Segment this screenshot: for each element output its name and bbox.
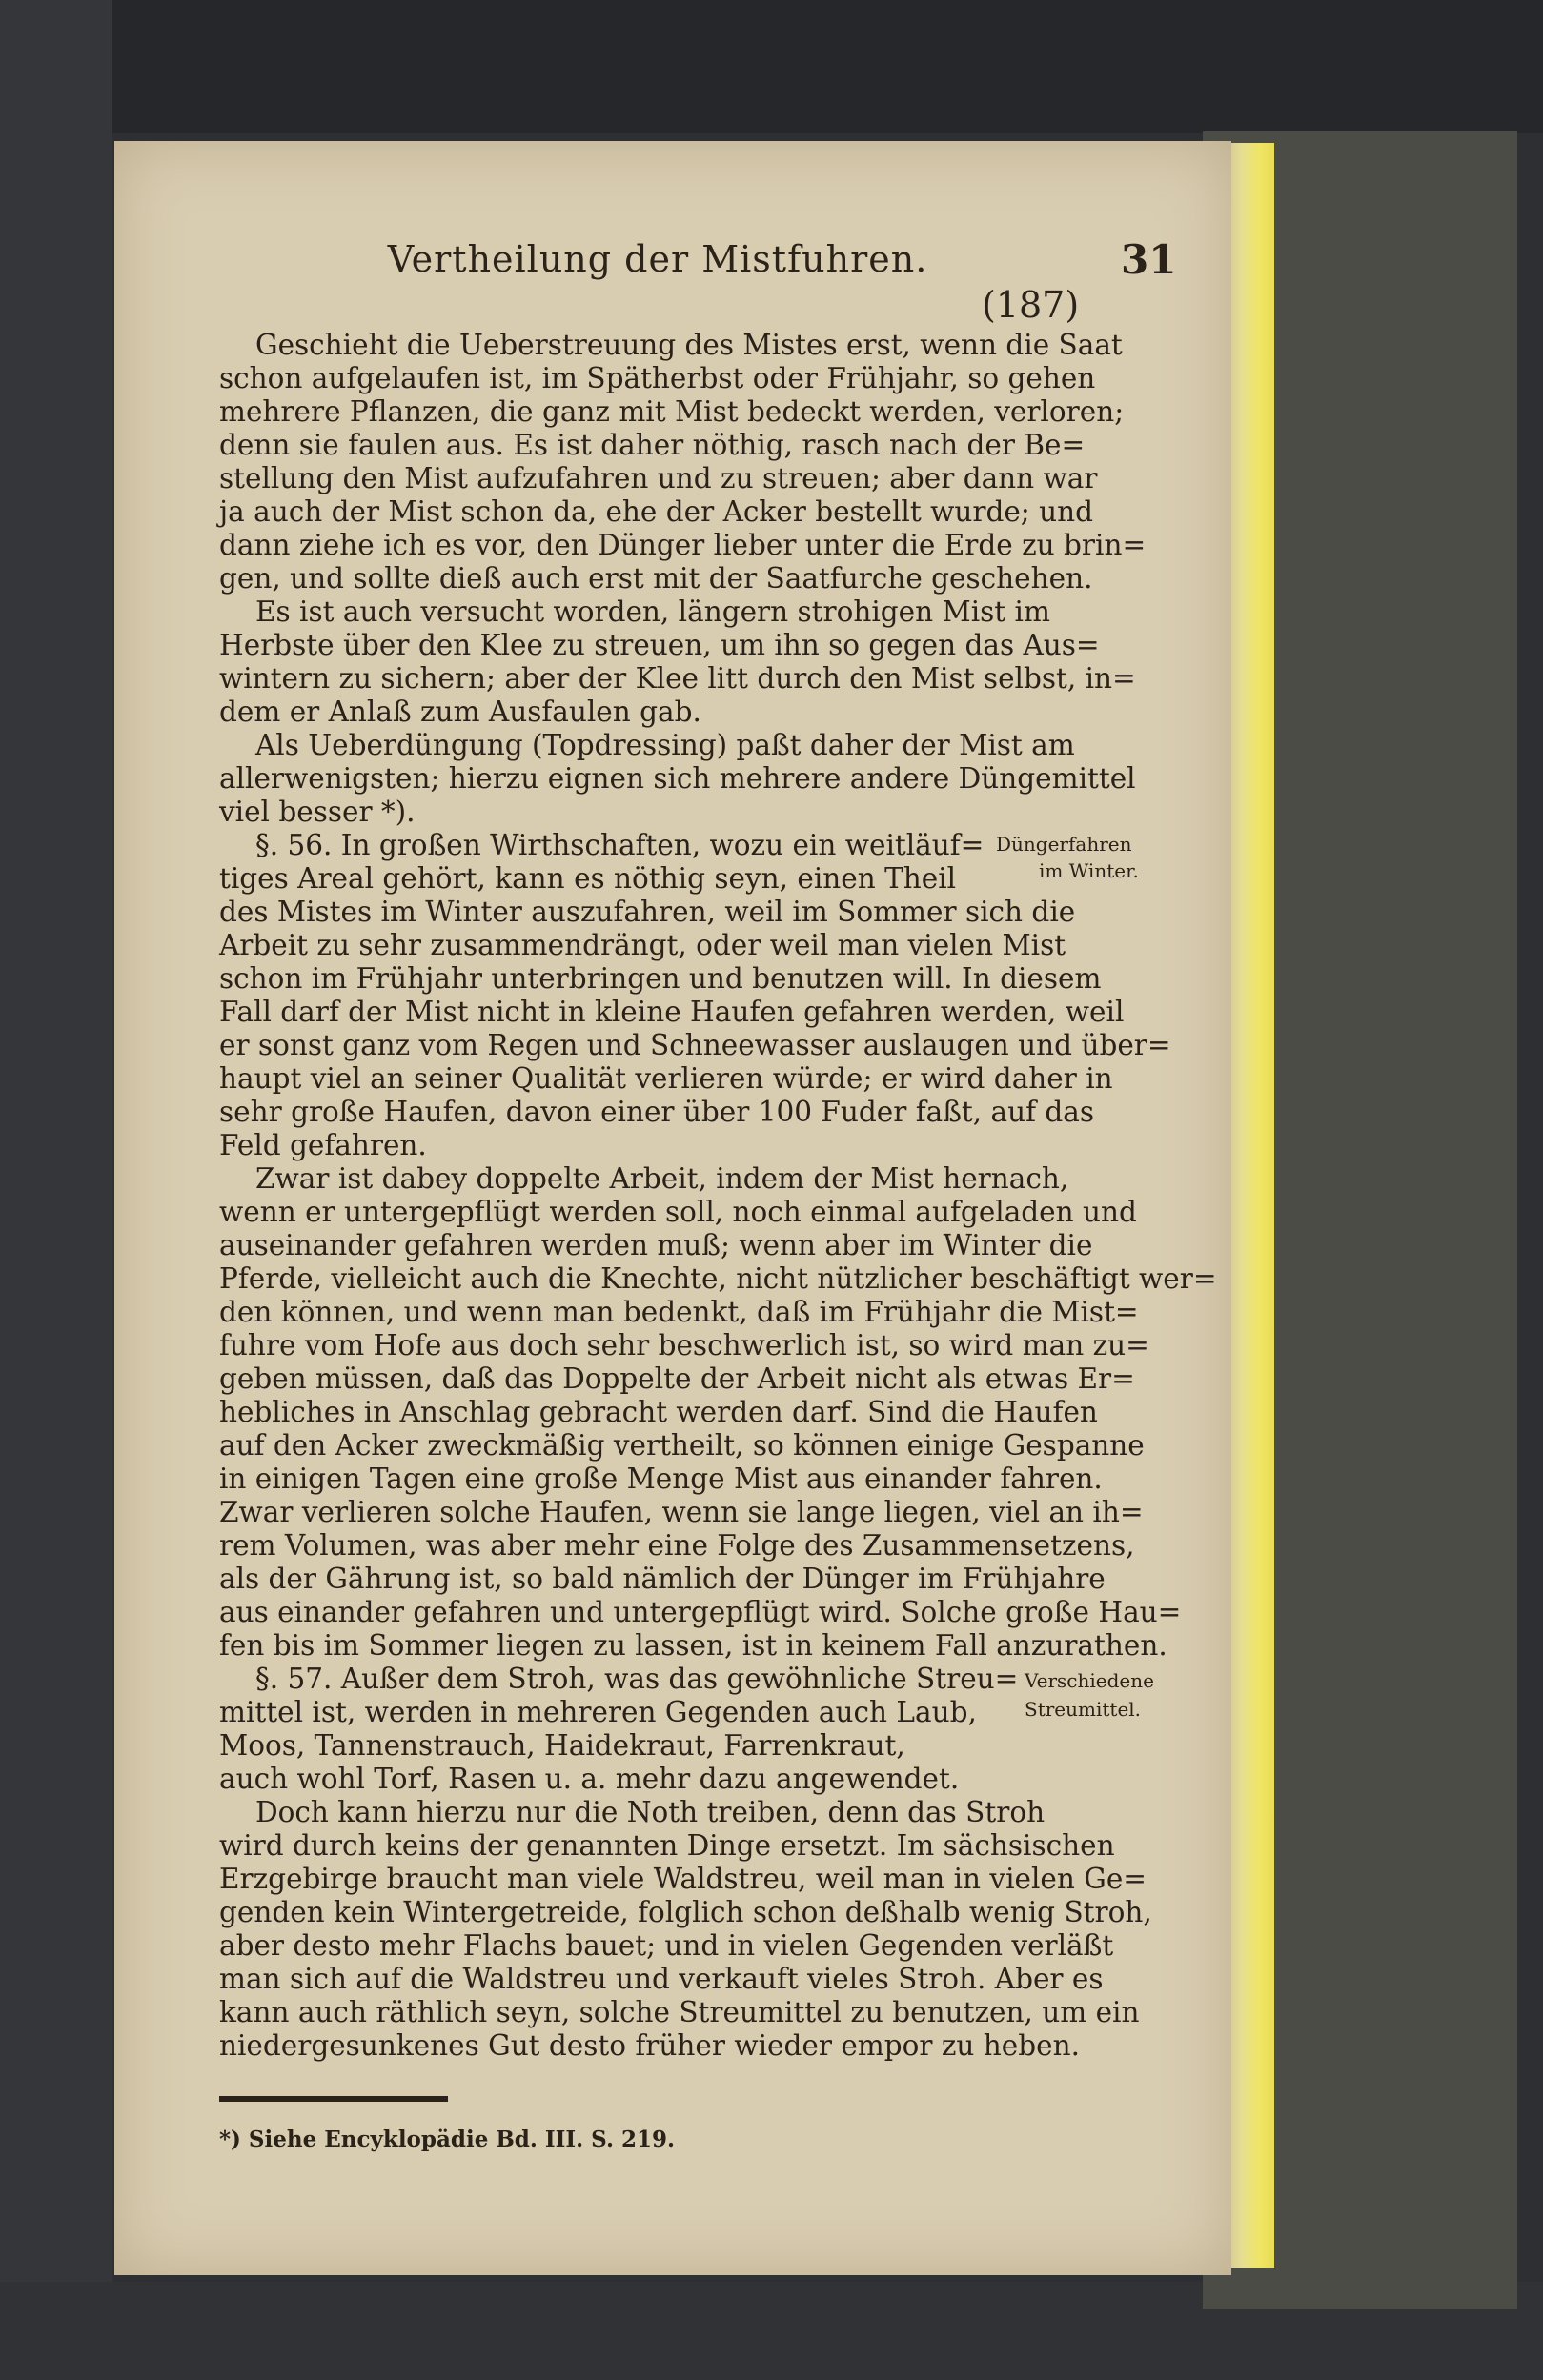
text-line: Moos, Tannenstrauch, Haidekraut, Farrenkraut, bbox=[219, 1729, 905, 1762]
margin-note-winter-2: im Winter. bbox=[1039, 859, 1139, 882]
text-line: Erzgebirge braucht man viele Waldstreu, weil man in vielen Ge= bbox=[219, 1863, 1147, 1895]
text-line: denn sie faulen aus. Es ist daher nöthig, rasch nach der Be= bbox=[219, 429, 1086, 461]
text-line: als der Gährung ist, so bald nämlich der Dünger im Frühjahre bbox=[219, 1563, 1106, 1595]
page-content bbox=[114, 141, 1231, 2275]
text-line: §. 57. Außer dem Stroh, was das gewöhnliche Streu= bbox=[255, 1663, 1019, 1695]
text-line: genden kein Wintergetreide, folglich schon deßhalb wenig Stroh, bbox=[219, 1896, 1152, 1928]
text-line: wintern zu sichern; aber der Klee litt durch den Mist selbst, in= bbox=[219, 662, 1136, 695]
text-line: aus einander gefahren und untergepflügt wird. Solche große Hau= bbox=[219, 1596, 1182, 1628]
text-line: mittel ist, werden in mehreren Gegenden auch Laub, bbox=[219, 1696, 977, 1728]
text-line: aber desto mehr Flachs bauet; und in vielen Gegenden verläßt bbox=[219, 1929, 1114, 1962]
text-line: den können, und wenn man bedenkt, daß im Frühjahr die Mist= bbox=[219, 1296, 1139, 1328]
book-page bbox=[114, 141, 1231, 2275]
section-number: (187) bbox=[982, 284, 1080, 326]
text-line: in einigen Tagen eine große Menge Mist aus einander fahren. bbox=[219, 1462, 1103, 1495]
text-line: er sonst ganz vom Regen und Schneewasser auslaugen und über= bbox=[219, 1029, 1171, 1061]
backdrop-left bbox=[0, 0, 112, 2380]
text-line: auch wohl Torf, Rasen u. a. mehr dazu angewendet. bbox=[219, 1763, 960, 1795]
text-line: ja auch der Mist schon da, ehe der Acker bestellt wurde; und bbox=[219, 495, 1093, 528]
running-title: Vertheilung der Mistfuhren. bbox=[387, 238, 928, 280]
text-line: Pferde, vielleicht auch die Knechte, nicht nützlicher beschäftigt wer= bbox=[219, 1262, 1217, 1295]
footnote: *) Siehe Encyklopädie Bd. III. S. 219. bbox=[219, 2127, 675, 2152]
footnote-rule bbox=[219, 2096, 448, 2102]
text-line: Arbeit zu sehr zusammendrängt, oder weil man vielen Mist bbox=[219, 929, 1066, 961]
text-line: rem Volumen, was aber mehr eine Folge des Zusammensetzens, bbox=[219, 1529, 1135, 1562]
text-line: fuhre vom Hofe aus doch sehr beschwerlich ist, so wird man zu= bbox=[219, 1329, 1149, 1361]
text-line: man sich auf die Waldstreu und verkauft vieles Stroh. Aber es bbox=[219, 1963, 1104, 1995]
text-line: Herbste über den Klee zu streuen, um ihn so gegen das Aus= bbox=[219, 629, 1100, 661]
backdrop-top bbox=[0, 0, 1543, 133]
text-line: des Mistes im Winter auszufahren, weil im Sommer sich die bbox=[219, 896, 1076, 928]
text-line: sehr große Haufen, davon einer über 100 Fuder faßt, auf das bbox=[219, 1096, 1095, 1128]
text-line: dann ziehe ich es vor, den Dünger lieber unter die Erde zu brin= bbox=[219, 529, 1147, 561]
text-line: geben müssen, daß das Doppelte der Arbeit nicht als etwas Er= bbox=[219, 1362, 1135, 1395]
text-line: kann auch räthlich seyn, solche Streumittel zu benutzen, um ein bbox=[219, 1996, 1140, 2028]
text-line: Doch kann hierzu nur die Noth treiben, denn das Stroh bbox=[255, 1796, 1046, 1828]
text-line: wenn er untergepflügt werden soll, noch einmal aufgeladen und bbox=[219, 1196, 1137, 1228]
text-line: auf den Acker zweckmäßig vertheilt, so können einige Gespanne bbox=[219, 1429, 1145, 1462]
text-line: §. 56. In großen Wirthschaften, wozu ein weitläuf= bbox=[255, 829, 985, 861]
text-line: niedergesunkenes Gut desto früher wieder empor zu heben. bbox=[219, 2029, 1080, 2062]
text-line: schon aufgelaufen ist, im Spätherbst oder Frühjahr, so gehen bbox=[219, 362, 1096, 394]
text-line: allerwenigsten; hierzu eignen sich mehrere andere Düngemittel bbox=[219, 762, 1136, 795]
text-line: mehrere Pflanzen, die ganz mit Mist bedeckt werden, verloren; bbox=[219, 395, 1125, 428]
text-line: dem er Anlaß zum Ausfaulen gab. bbox=[219, 696, 701, 728]
text-line: Geschieht die Ueberstreuung des Mistes erst, wenn die Saat bbox=[255, 329, 1123, 361]
page-edge bbox=[1225, 143, 1274, 2268]
text-line: wird durch keins der genannten Dinge ersetzt. Im sächsischen bbox=[219, 1829, 1115, 1862]
text-line: fen bis im Sommer liegen zu lassen, ist in keinem Fall anzurathen. bbox=[219, 1629, 1167, 1662]
text-line: hebliches in Anschlag gebracht werden darf. Sind die Haufen bbox=[219, 1396, 1098, 1428]
text-line: haupt viel an seiner Qualität verlieren würde; er wird daher in bbox=[219, 1062, 1113, 1095]
text-line: tiges Areal gehört, kann es nöthig seyn, einen Theil bbox=[219, 862, 957, 895]
text-line: Feld gefahren. bbox=[219, 1129, 427, 1161]
text-line: gen, und sollte dieß auch erst mit der Saatfurche geschehen. bbox=[219, 562, 1093, 595]
margin-note-streu-2: Streumittel. bbox=[1025, 1698, 1142, 1721]
text-line: Zwar verlieren solche Haufen, wenn sie lange liegen, viel an ih= bbox=[219, 1496, 1144, 1528]
text-line: Als Ueberdüngung (Topdressing) paßt daher der Mist am bbox=[255, 729, 1075, 761]
page-number: 31 bbox=[1121, 236, 1177, 283]
text-line: viel besser *). bbox=[219, 796, 416, 828]
margin-note-winter-1: Düngerfahren bbox=[996, 833, 1132, 856]
text-line: stellung den Mist aufzufahren und zu streuen; aber dann war bbox=[219, 462, 1098, 494]
text-line: Fall darf der Mist nicht in kleine Haufen gefahren werden, weil bbox=[219, 996, 1125, 1028]
text-line: auseinander gefahren werden muß; wenn aber im Winter die bbox=[219, 1229, 1093, 1261]
margin-note-streu-1: Verschiedene bbox=[1025, 1669, 1154, 1692]
text-line: Zwar ist dabey doppelte Arbeit, indem der Mist hernach, bbox=[255, 1162, 1069, 1195]
text-line: schon im Frühjahr unterbringen und benutzen will. In diesem bbox=[219, 962, 1102, 995]
text-line: Es ist auch versucht worden, längern strohigen Mist im bbox=[255, 595, 1050, 628]
